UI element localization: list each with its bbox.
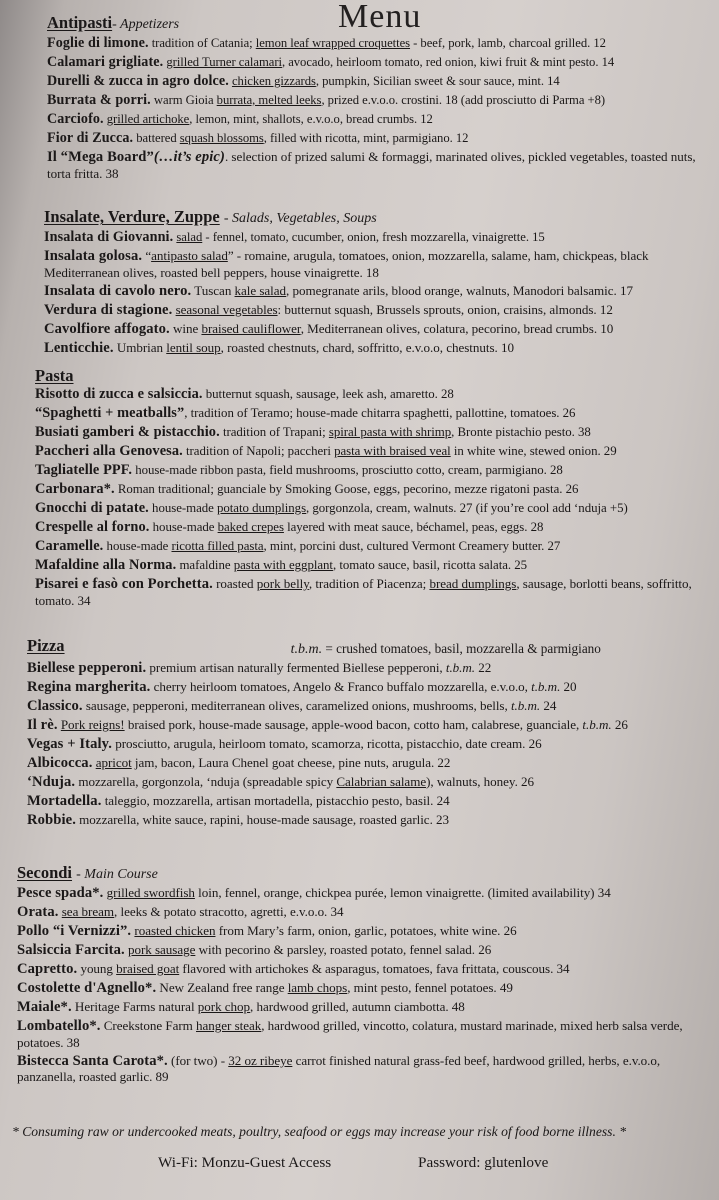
menu-item-name: Paccheri alla Genovesa. bbox=[35, 443, 183, 460]
menu-item-name: Risotto di zucca e salsiccia. bbox=[35, 386, 203, 402]
menu-item-name: Caramelle. bbox=[35, 538, 104, 555]
menu-item bbox=[17, 942, 712, 959]
menu-item-description: t.b.m. bbox=[582, 717, 612, 733]
menu-item-name: Mafaldine alla Norma. bbox=[35, 557, 177, 574]
menu-item-name: Insalata di Giovanni. bbox=[44, 229, 174, 245]
menu-item-description: . selection of prized salumi & formaggi, marinated olives, pickled vegetables, toasted nuts, torta fritta. 38 bbox=[47, 149, 696, 181]
menu-item-highlight: pork belly bbox=[256, 576, 309, 592]
menu-item bbox=[47, 92, 690, 109]
section-insalate bbox=[44, 207, 712, 359]
menu-item-highlight: burrata, melted leeks bbox=[216, 92, 322, 108]
menu-item-description: carrot finished natural grass-fed beef, hardwood grilled, herbs, e.v.o.o, panzanella, roasted garlic. 89 bbox=[17, 1052, 661, 1085]
menu-item bbox=[27, 793, 628, 810]
item-list bbox=[17, 885, 712, 1085]
menu-item-name: Busiati gamberi & pistacchio. bbox=[35, 424, 220, 441]
menu-item bbox=[17, 980, 712, 997]
item-list bbox=[27, 660, 628, 829]
menu-item-description: jam, bacon, Laura Chenel goat cheese, pine nuts, arugula. 22 bbox=[131, 755, 451, 771]
section-header bbox=[44, 207, 712, 229]
menu-item-name: Fior di Zucca. bbox=[47, 130, 134, 147]
menu-item-description: warm Gioia bbox=[150, 92, 217, 108]
menu-item bbox=[44, 340, 712, 357]
menu-item-description: (…it’s epic) bbox=[153, 149, 225, 166]
menu-item-highlight: braised cauliflower bbox=[201, 320, 301, 336]
menu-item-name: Vegas + Italy. bbox=[27, 736, 112, 753]
menu-item bbox=[35, 500, 701, 517]
menu-item bbox=[35, 443, 701, 460]
menu-item-description: mafaldine bbox=[176, 557, 234, 573]
menu-item-description: New Zealand free range bbox=[156, 980, 288, 996]
menu-item-name: Maiale*. bbox=[17, 999, 72, 1016]
menu-item-highlight: kale salad bbox=[234, 282, 287, 298]
menu-item-description: , filled with ricotta, mint, parmigiano. 12 bbox=[263, 130, 469, 146]
menu-item-name: Costolette d'Agnello*. bbox=[17, 980, 157, 997]
menu-item bbox=[35, 405, 701, 422]
menu-item bbox=[44, 248, 712, 280]
menu-item-highlight: potato dumplings bbox=[216, 500, 307, 516]
menu-item-description: , hardwood grilled, autumn ciambotta. 48 bbox=[250, 999, 465, 1015]
menu-item-description: 22 bbox=[475, 660, 492, 675]
section-name: Secondi bbox=[17, 863, 73, 882]
menu-item-description: tradition of Napoli; paccheri bbox=[182, 443, 335, 459]
menu-item bbox=[27, 660, 628, 677]
menu-item-highlight: salad bbox=[176, 229, 203, 244]
menu-item-name: Durelli & zucca in agro dolce. bbox=[47, 73, 229, 90]
menu-item bbox=[35, 519, 701, 536]
menu-item-description: house-made bbox=[149, 519, 218, 535]
menu-item-name: Il rè. bbox=[27, 717, 58, 734]
menu-item-description: with pecorino & parsley, roasted potato, fennel salad. 26 bbox=[195, 942, 492, 958]
menu-item-description: , prized e.v.o.o. crostini. 18 (add prosciutto di Parma +8) bbox=[321, 92, 606, 108]
menu-item-description: : butternut squash, Brussels sprouts, onion, craisins, almonds. 12 bbox=[277, 301, 613, 317]
menu-item-highlight: sea bream bbox=[61, 904, 115, 920]
menu-item-description: “ bbox=[142, 248, 152, 264]
menu-item-description: t.b.m. bbox=[531, 679, 561, 695]
menu-item-description: , pumpkin, Sicilian sweet & sour sauce, mint. 14 bbox=[315, 73, 560, 89]
menu-item-description: , avocado, heirloom tomato, red onion, kiwi fruit & mint pesto. 14 bbox=[281, 54, 615, 70]
menu-item-name: Orata. bbox=[17, 904, 59, 921]
menu-item bbox=[35, 424, 701, 441]
menu-item-description: t.b.m. bbox=[445, 660, 476, 675]
section-name: Insalate, Verdure, Zuppe bbox=[44, 207, 220, 226]
wifi-password: Password: glutenlove bbox=[418, 1154, 549, 1171]
item-list bbox=[44, 229, 712, 356]
menu-item-name: “Spaghetti + meatballs” bbox=[35, 405, 185, 422]
menu-item-description: house-made bbox=[103, 538, 172, 554]
menu-item bbox=[47, 149, 712, 181]
menu-item bbox=[17, 961, 712, 978]
menu-item-description: , Bronte pistachio pesto. 38 bbox=[451, 424, 591, 440]
menu-item bbox=[27, 812, 628, 829]
menu-title: Menu bbox=[338, 0, 422, 35]
menu-item bbox=[17, 999, 712, 1016]
menu-item-name: Burrata & porri. bbox=[47, 92, 151, 109]
section-subtitle: - Main Course bbox=[76, 867, 158, 882]
menu-item-description: taleggio, mozzarella, artisan mortadella, pistacchio pesto, basil. 24 bbox=[101, 793, 450, 809]
section-header bbox=[27, 636, 628, 660]
menu-item bbox=[44, 321, 712, 338]
menu-item-description: - beef, pork, lamb, charcoal grilled. 12 bbox=[410, 35, 606, 50]
menu-item bbox=[17, 885, 712, 902]
menu-item-description: roasted bbox=[212, 576, 257, 592]
menu-item-description: , sausage, borlotti beans, soffritto, tomato. 34 bbox=[35, 576, 692, 608]
menu-item-name: Foglie di limone. bbox=[47, 35, 149, 51]
menu-item-description: 20 bbox=[560, 679, 577, 695]
menu-item-highlight: bread dumplings bbox=[429, 576, 517, 592]
section-subtitle: - Appetizers bbox=[112, 17, 180, 32]
food-safety-footnote: * Consuming raw or undercooked meats, poultry, seafood or eggs may increase your risk of food borne illness. * bbox=[12, 1124, 627, 1139]
menu-item-description: , hardwood grilled, vincotto, colatura, mustard marinade, mixed herb salsa verde, potatoes. 38 bbox=[17, 1018, 683, 1050]
menu-item-name: Pollo “i Vernizzi”. bbox=[17, 923, 132, 940]
wifi-network: Wi-Fi: Monzu-Guest Access bbox=[158, 1154, 332, 1171]
menu-item bbox=[27, 736, 628, 753]
menu-item-name: ‘Nduja. bbox=[27, 774, 76, 791]
menu-item bbox=[27, 774, 628, 791]
menu-item-description: loin, fennel, orange, chickpea purée, lemon vinaigrette. (limited availability) 34 bbox=[194, 885, 611, 900]
section-antipasti bbox=[47, 13, 712, 184]
menu-item bbox=[47, 111, 690, 128]
section-pizza bbox=[27, 636, 628, 831]
menu-item bbox=[17, 904, 712, 921]
menu-item-highlight: grilled artichoke bbox=[106, 111, 190, 127]
menu-item bbox=[35, 462, 701, 479]
menu-item-description: wine bbox=[169, 320, 202, 336]
menu-item-name: Biellese pepperoni. bbox=[27, 660, 147, 676]
menu-item-highlight: grilled swordfish bbox=[106, 885, 195, 900]
menu-item-description: flavored with artichokes & asparagus, tomatoes, fava frittata, couscous. 34 bbox=[179, 961, 570, 977]
menu-item bbox=[35, 557, 701, 574]
menu-item-highlight: pork chop bbox=[197, 999, 251, 1015]
menu-item-name: Gnocchi di patate. bbox=[35, 500, 149, 517]
menu-item-highlight: lemon leaf wrapped croquettes bbox=[255, 35, 411, 50]
menu-item-description: Heritage Farms natural bbox=[71, 999, 198, 1015]
menu-item-name: Albicocca. bbox=[27, 755, 93, 772]
section-header bbox=[17, 863, 712, 885]
menu-item-description: , tradition of Piacenza; bbox=[308, 576, 430, 592]
menu-item bbox=[44, 229, 693, 246]
menu-item-description: 24 bbox=[540, 698, 557, 714]
menu-item-highlight: seasonal vegetables bbox=[175, 301, 278, 317]
menu-item-highlight: squash blossoms bbox=[179, 130, 264, 146]
menu-item-name: Carciofo. bbox=[47, 111, 104, 128]
menu-item-name: Classico. bbox=[27, 698, 83, 715]
section-subtitle: - Salads, Vegetables, Soups bbox=[223, 211, 377, 226]
menu-item-highlight: grilled Turner calamari bbox=[166, 54, 282, 70]
menu-item-description: battered bbox=[133, 130, 180, 146]
menu-item-description: , mint, porcini dust, cultured Vermont Creamery butter. 27 bbox=[263, 538, 561, 554]
menu-item-description: (for two) - bbox=[167, 1052, 229, 1068]
menu-item-description: tradition of Trapani; bbox=[219, 424, 329, 440]
menu-item-highlight: lentil soup bbox=[166, 339, 221, 355]
section-header bbox=[35, 366, 712, 386]
section-pasta bbox=[35, 366, 712, 611]
menu-item-description: Umbrian bbox=[113, 339, 167, 355]
menu-item-description: layered with meat sauce, béchamel, peas, eggs. 28 bbox=[283, 519, 544, 535]
menu-item bbox=[35, 386, 701, 403]
menu-item-description: , mint pesto, fennel potatoes. 49 bbox=[347, 980, 513, 996]
menu-item-description: - fennel, tomato, cucumber, onion, fresh mozzarella, vinaigrette. 15 bbox=[202, 229, 545, 244]
menu-item-description: 26 bbox=[611, 717, 628, 733]
menu-item-name: Lenticchie. bbox=[44, 339, 114, 356]
menu-item-description: ” - romaine, arugula, tomatoes, onion, mozzarella, salame, ham, chickpeas, black Mediterranean olives, roasted bell peppers, house vinaigrette. 18 bbox=[44, 248, 649, 280]
section-secondi bbox=[17, 863, 712, 1087]
menu-item-highlight: apricot bbox=[95, 755, 132, 771]
menu-item-name: Insalata golosa. bbox=[44, 248, 143, 265]
menu-item-description: premium artisan naturally fermented Biellese pepperoni, bbox=[146, 660, 446, 675]
menu-item-description: , leeks & potato stracotto, agretti, e.v.o.o. 34 bbox=[114, 904, 344, 920]
menu-item bbox=[27, 755, 628, 772]
tbm-note-text: = crushed tomatoes, basil, mozzarella & parmigiano bbox=[322, 641, 601, 656]
menu-item-highlight: baked crepes bbox=[217, 519, 284, 535]
menu-item-highlight: pasta with braised veal bbox=[334, 443, 451, 459]
menu-item-description: , Mediterranean olives, colatura, pecorino, bread crumbs. 10 bbox=[300, 320, 614, 336]
section-name: Pizza bbox=[27, 636, 65, 655]
menu-item-highlight: ricotta filled pasta bbox=[171, 538, 264, 554]
menu-item-description: ), walnuts, honey. 26 bbox=[426, 774, 535, 790]
menu-item-name: Regina margherita. bbox=[27, 679, 151, 696]
menu-item-highlight: chicken gizzards bbox=[231, 73, 316, 89]
section-name: Antipasti bbox=[47, 13, 113, 32]
menu-item-description: sausage, pepperoni, mediterranean olives, caramelized onions, mushrooms, bells, bbox=[82, 698, 511, 714]
menu-item-highlight: Pork reigns! bbox=[60, 717, 125, 733]
menu-item-name: Pesce spada*. bbox=[17, 885, 104, 901]
menu-item-description: , tradition of Teramo; house-made chitarra spaghetti, pallottine, tomatoes. 26 bbox=[184, 405, 576, 421]
menu-item bbox=[44, 283, 712, 300]
menu-item-description: , gorgonzola, cream, walnuts. 27 (if you’re cool add ‘nduja +5) bbox=[306, 500, 628, 516]
menu-item-description: in white wine, stewed onion. 29 bbox=[450, 443, 617, 459]
menu-item-description: braised pork, house-made sausage, apple-wood bacon, cotto ham, calabrese, guanciale, bbox=[124, 717, 583, 733]
menu-item bbox=[35, 576, 712, 608]
menu-item-highlight: lamb chops bbox=[287, 980, 348, 996]
item-list bbox=[47, 35, 712, 181]
menu-item-description: from Mary’s farm, onion, garlic, potatoes, white wine. 26 bbox=[215, 923, 517, 939]
menu-item bbox=[35, 538, 701, 555]
menu-item bbox=[17, 1018, 712, 1050]
menu-item bbox=[17, 1053, 712, 1085]
menu-item-description: cherry heirloom tomatoes, Angelo & Franco buffalo mozzarella, e.v.o.o, bbox=[150, 679, 532, 695]
menu-item-name: Cavolfiore affogato. bbox=[44, 320, 170, 337]
menu-item-description: young bbox=[77, 961, 117, 977]
menu-item-name: Verdura di stagione. bbox=[44, 301, 173, 318]
item-list bbox=[35, 386, 712, 608]
menu-item-description: butternut squash, sausage, leek ash, amaretto. 28 bbox=[202, 386, 454, 401]
section-header bbox=[47, 13, 712, 35]
menu-item bbox=[27, 698, 628, 715]
menu-item-description: , lemon, mint, shallots, e.v.o.o, bread crumbs. 12 bbox=[189, 111, 433, 127]
menu-item bbox=[27, 717, 628, 734]
menu-item-highlight: pork sausage bbox=[127, 942, 196, 958]
menu-item bbox=[47, 73, 690, 90]
menu-item-description: tradition of Catania; bbox=[148, 35, 256, 50]
menu-item-highlight: spiral pasta with shrimp bbox=[328, 424, 452, 440]
menu-item-name: Il “Mega Board” bbox=[47, 149, 154, 166]
menu-item bbox=[47, 54, 690, 71]
menu-item-name: Calamari grigliate. bbox=[47, 54, 164, 71]
menu-item-highlight: antipasto salad bbox=[151, 248, 228, 264]
menu-item-highlight: 32 oz ribeye bbox=[228, 1052, 293, 1068]
menu-item-highlight: roasted chicken bbox=[134, 923, 216, 939]
menu-item bbox=[17, 923, 712, 940]
menu-item-description: , roasted chestnuts, chard, soffritto, e.v.o.o, chestnuts. 10 bbox=[220, 339, 514, 355]
menu-item-description: house-made ribbon pasta, field mushrooms, prosciutto cotto, cream, parmigiano. 28 bbox=[132, 462, 563, 478]
menu-item-name: Bistecca Santa Carota*. bbox=[17, 1052, 168, 1069]
menu-item-description: mozzarella, gorgonzola, ‘nduja (spreadable spicy bbox=[75, 774, 337, 790]
menu-item-description: prosciutto, arugula, heirloom tomato, scamorza, ricotta, pistacchio, date cream. 26 bbox=[112, 736, 542, 752]
menu-item-description: t.b.m. bbox=[510, 698, 541, 714]
section-name: Pasta bbox=[35, 366, 74, 385]
menu-item-name: Salsiccia Farcita. bbox=[17, 942, 125, 959]
menu-item bbox=[47, 35, 690, 52]
menu-item-description: , tomato sauce, basil, ricotta salata. 25 bbox=[332, 557, 528, 573]
menu-item-name: Carbonara*. bbox=[35, 481, 115, 498]
menu-item-description: Tuscan bbox=[191, 282, 235, 298]
menu-item-description: Creekstone Farm bbox=[100, 1018, 197, 1034]
menu-item-name: Mortadella. bbox=[27, 793, 102, 810]
menu-item-description: mozzarella, white sauce, rapini, house-made sausage, roasted garlic. 23 bbox=[75, 812, 450, 828]
menu-item-name: Capretto. bbox=[17, 961, 78, 978]
menu-item-name: Robbie. bbox=[27, 812, 76, 829]
menu-item-highlight: Calabrian salame bbox=[336, 774, 427, 790]
menu-item bbox=[35, 481, 701, 498]
menu-item-highlight: hanger steak bbox=[196, 1018, 262, 1034]
menu-item-name: Tagliatelle PPF. bbox=[35, 462, 133, 479]
menu-item-name: Insalata di cavolo nero. bbox=[44, 282, 192, 299]
menu-item-description: house-made bbox=[148, 500, 217, 516]
menu-item-name: Pisarei e fasò con Porchetta. bbox=[35, 576, 213, 593]
menu-item-name: Lombatello*. bbox=[17, 1018, 101, 1035]
tbm-note: t.b.m. = crushed tomatoes, basil, mozzarella & parmigiano bbox=[290, 641, 601, 657]
menu-item-highlight: pasta with eggplant bbox=[233, 557, 333, 573]
menu-item-description: Roman traditional; guanciale by Smoking Goose, eggs, pecorino, mezze rigatoni pasta. 26 bbox=[114, 481, 579, 497]
menu-item-description: , pomegranate arils, blood orange, walnuts, Manodori balsamic. 17 bbox=[286, 282, 633, 298]
menu-item bbox=[27, 679, 628, 696]
menu-item-name: Crespelle al forno. bbox=[35, 519, 150, 536]
menu-item bbox=[47, 130, 690, 147]
menu-item bbox=[44, 302, 712, 319]
menu-item-highlight: braised goat bbox=[116, 961, 180, 977]
